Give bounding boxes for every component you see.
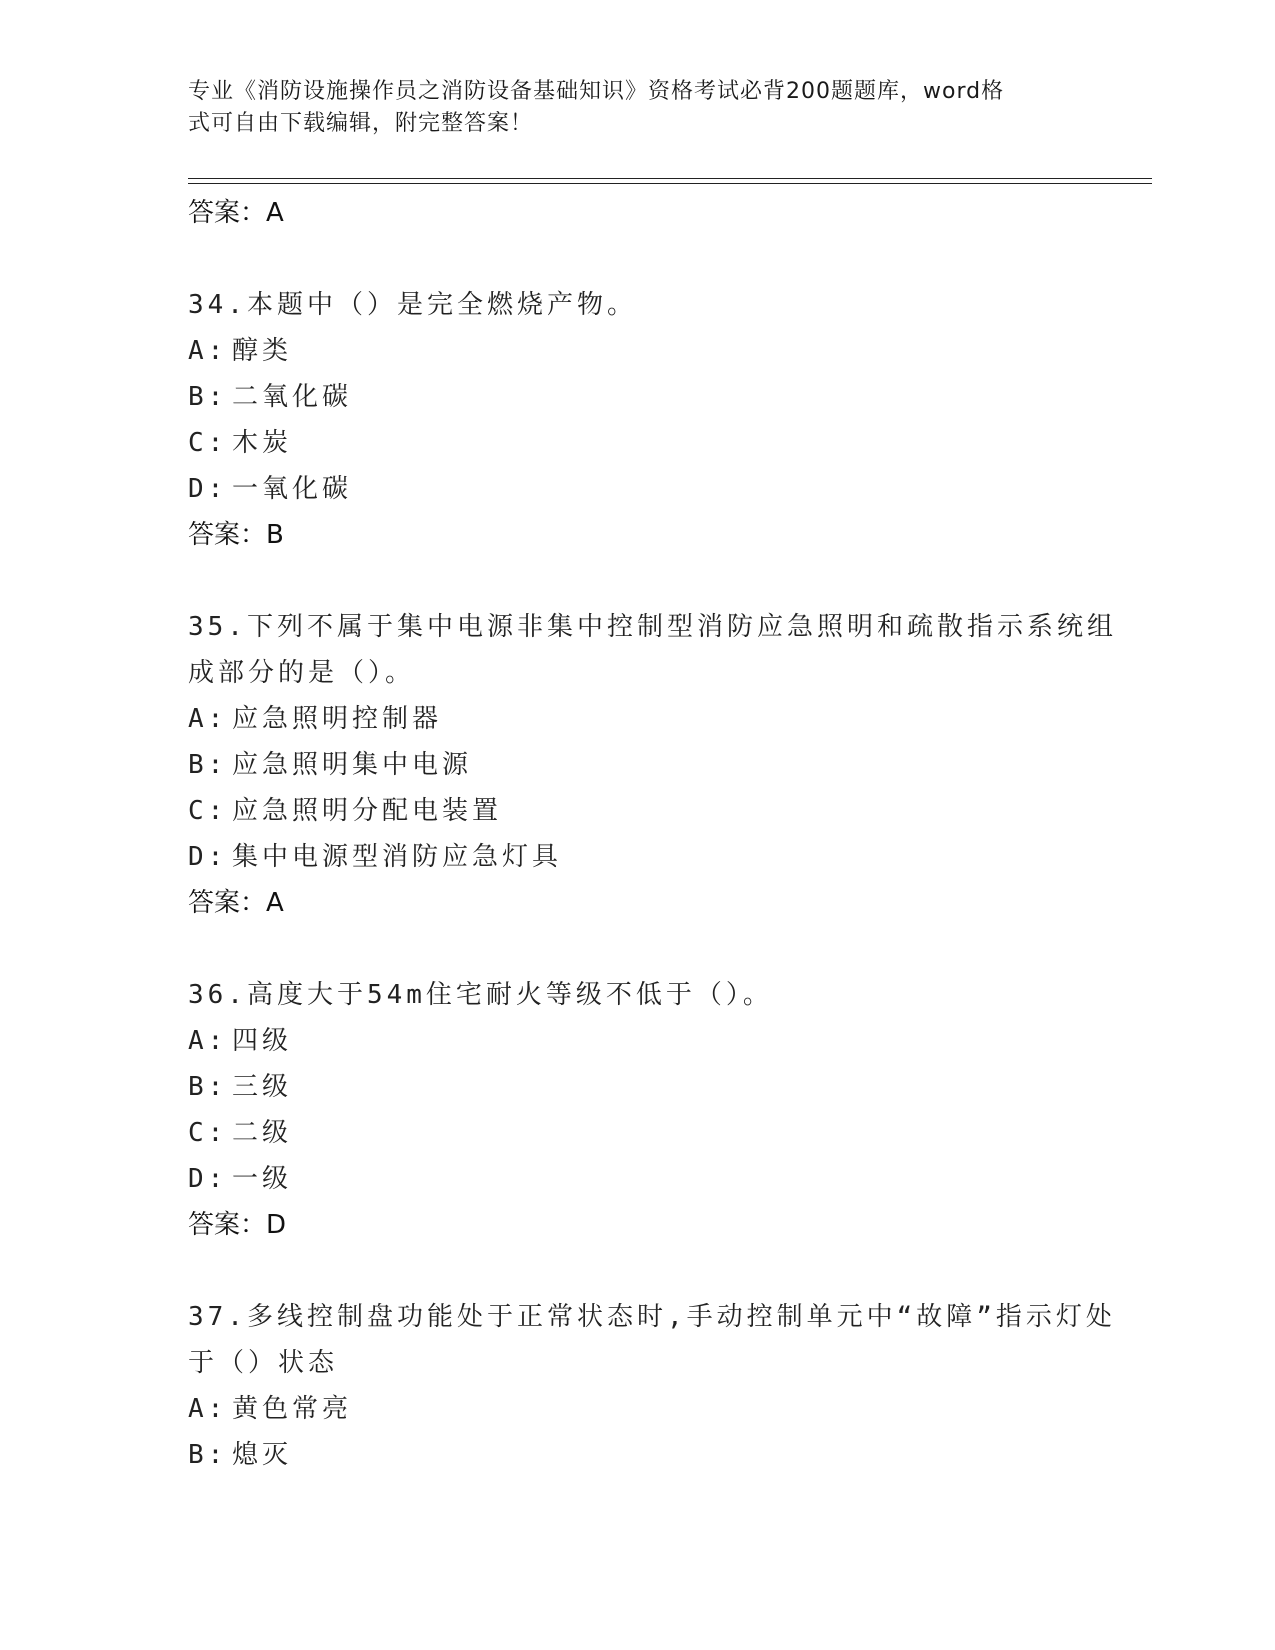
option-label: B:: [188, 1440, 228, 1470]
question-stem: 37.多线控制盘功能处于正常状态时,手动控制单元中“故障”指示灯处于（）状态: [188, 1302, 1116, 1378]
option-text: 熄灭: [232, 1440, 293, 1470]
option-text: 应急照明集中电源: [232, 750, 473, 780]
option-label: A:: [188, 704, 228, 734]
option-label: D:: [188, 1164, 228, 1194]
option-a: [188, 696, 1118, 742]
header-line-2: 式可自由下载编辑，附完整答案！: [188, 111, 534, 136]
option-label: B:: [188, 750, 228, 780]
option-label: D:: [188, 842, 228, 872]
option-c: [188, 788, 1118, 834]
option-d: [188, 1156, 1118, 1202]
question-34: [188, 282, 1118, 558]
option-label: B:: [188, 1072, 228, 1102]
question-36: [188, 972, 1118, 1248]
option-label: B:: [188, 382, 228, 412]
option-d: [188, 834, 1118, 880]
option-text: 黄色常亮: [232, 1394, 353, 1424]
option-c: [188, 420, 1118, 466]
header-divider-bottom: [188, 183, 1152, 184]
option-text: 一氧化碳: [232, 474, 353, 504]
option-c: [188, 1110, 1118, 1156]
option-label: C:: [188, 428, 228, 458]
previous-answer: 答案：A: [188, 198, 284, 228]
option-text: 木炭: [232, 428, 293, 458]
question-stem: 34.本题中（）是完全燃烧产物。: [188, 290, 637, 320]
option-d: [188, 466, 1118, 512]
option-text: 三级: [232, 1072, 293, 1102]
spacer: [188, 558, 1118, 604]
option-text: 一级: [232, 1164, 293, 1194]
document-header: [188, 76, 1088, 140]
option-b: [188, 742, 1118, 788]
option-b: [188, 1064, 1118, 1110]
spacer: [188, 1248, 1118, 1294]
spacer: [188, 236, 1118, 282]
answer-line: 答案：A: [188, 888, 284, 918]
answer-line: 答案：B: [188, 520, 284, 550]
question-stem: 35.下列不属于集中电源非集中控制型消防应急照明和疏散指示系统组成部分的是（）。: [188, 612, 1117, 688]
option-label: D:: [188, 474, 228, 504]
option-text: 醇类: [232, 336, 293, 366]
option-a: [188, 328, 1118, 374]
option-label: A:: [188, 1026, 228, 1056]
answer-line: 答案：D: [188, 1210, 287, 1240]
question-37: [188, 1294, 1118, 1478]
option-a: [188, 1018, 1118, 1064]
header-divider-top: [188, 178, 1152, 179]
question-35: [188, 604, 1118, 926]
question-list: [188, 190, 1118, 1478]
option-label: A:: [188, 336, 228, 366]
option-label: C:: [188, 1118, 228, 1148]
option-text: 集中电源型消防应急灯具: [232, 842, 563, 872]
option-b: [188, 1432, 1118, 1478]
header-line-1: 专业《消防设施操作员之消防设备基础知识》资格考试必背200题题库，word格: [188, 79, 1005, 104]
option-label: C:: [188, 796, 228, 826]
option-label: A:: [188, 1394, 228, 1424]
option-text: 二氧化碳: [232, 382, 353, 412]
option-text: 应急照明控制器: [232, 704, 443, 734]
option-text: 四级: [232, 1026, 293, 1056]
spacer: [188, 926, 1118, 972]
question-stem: 36.高度大于54m住宅耐火等级不低于（）。: [188, 980, 773, 1010]
option-b: [188, 374, 1118, 420]
option-text: 二级: [232, 1118, 293, 1148]
option-a: [188, 1386, 1118, 1432]
option-text: 应急照明分配电装置: [232, 796, 503, 826]
